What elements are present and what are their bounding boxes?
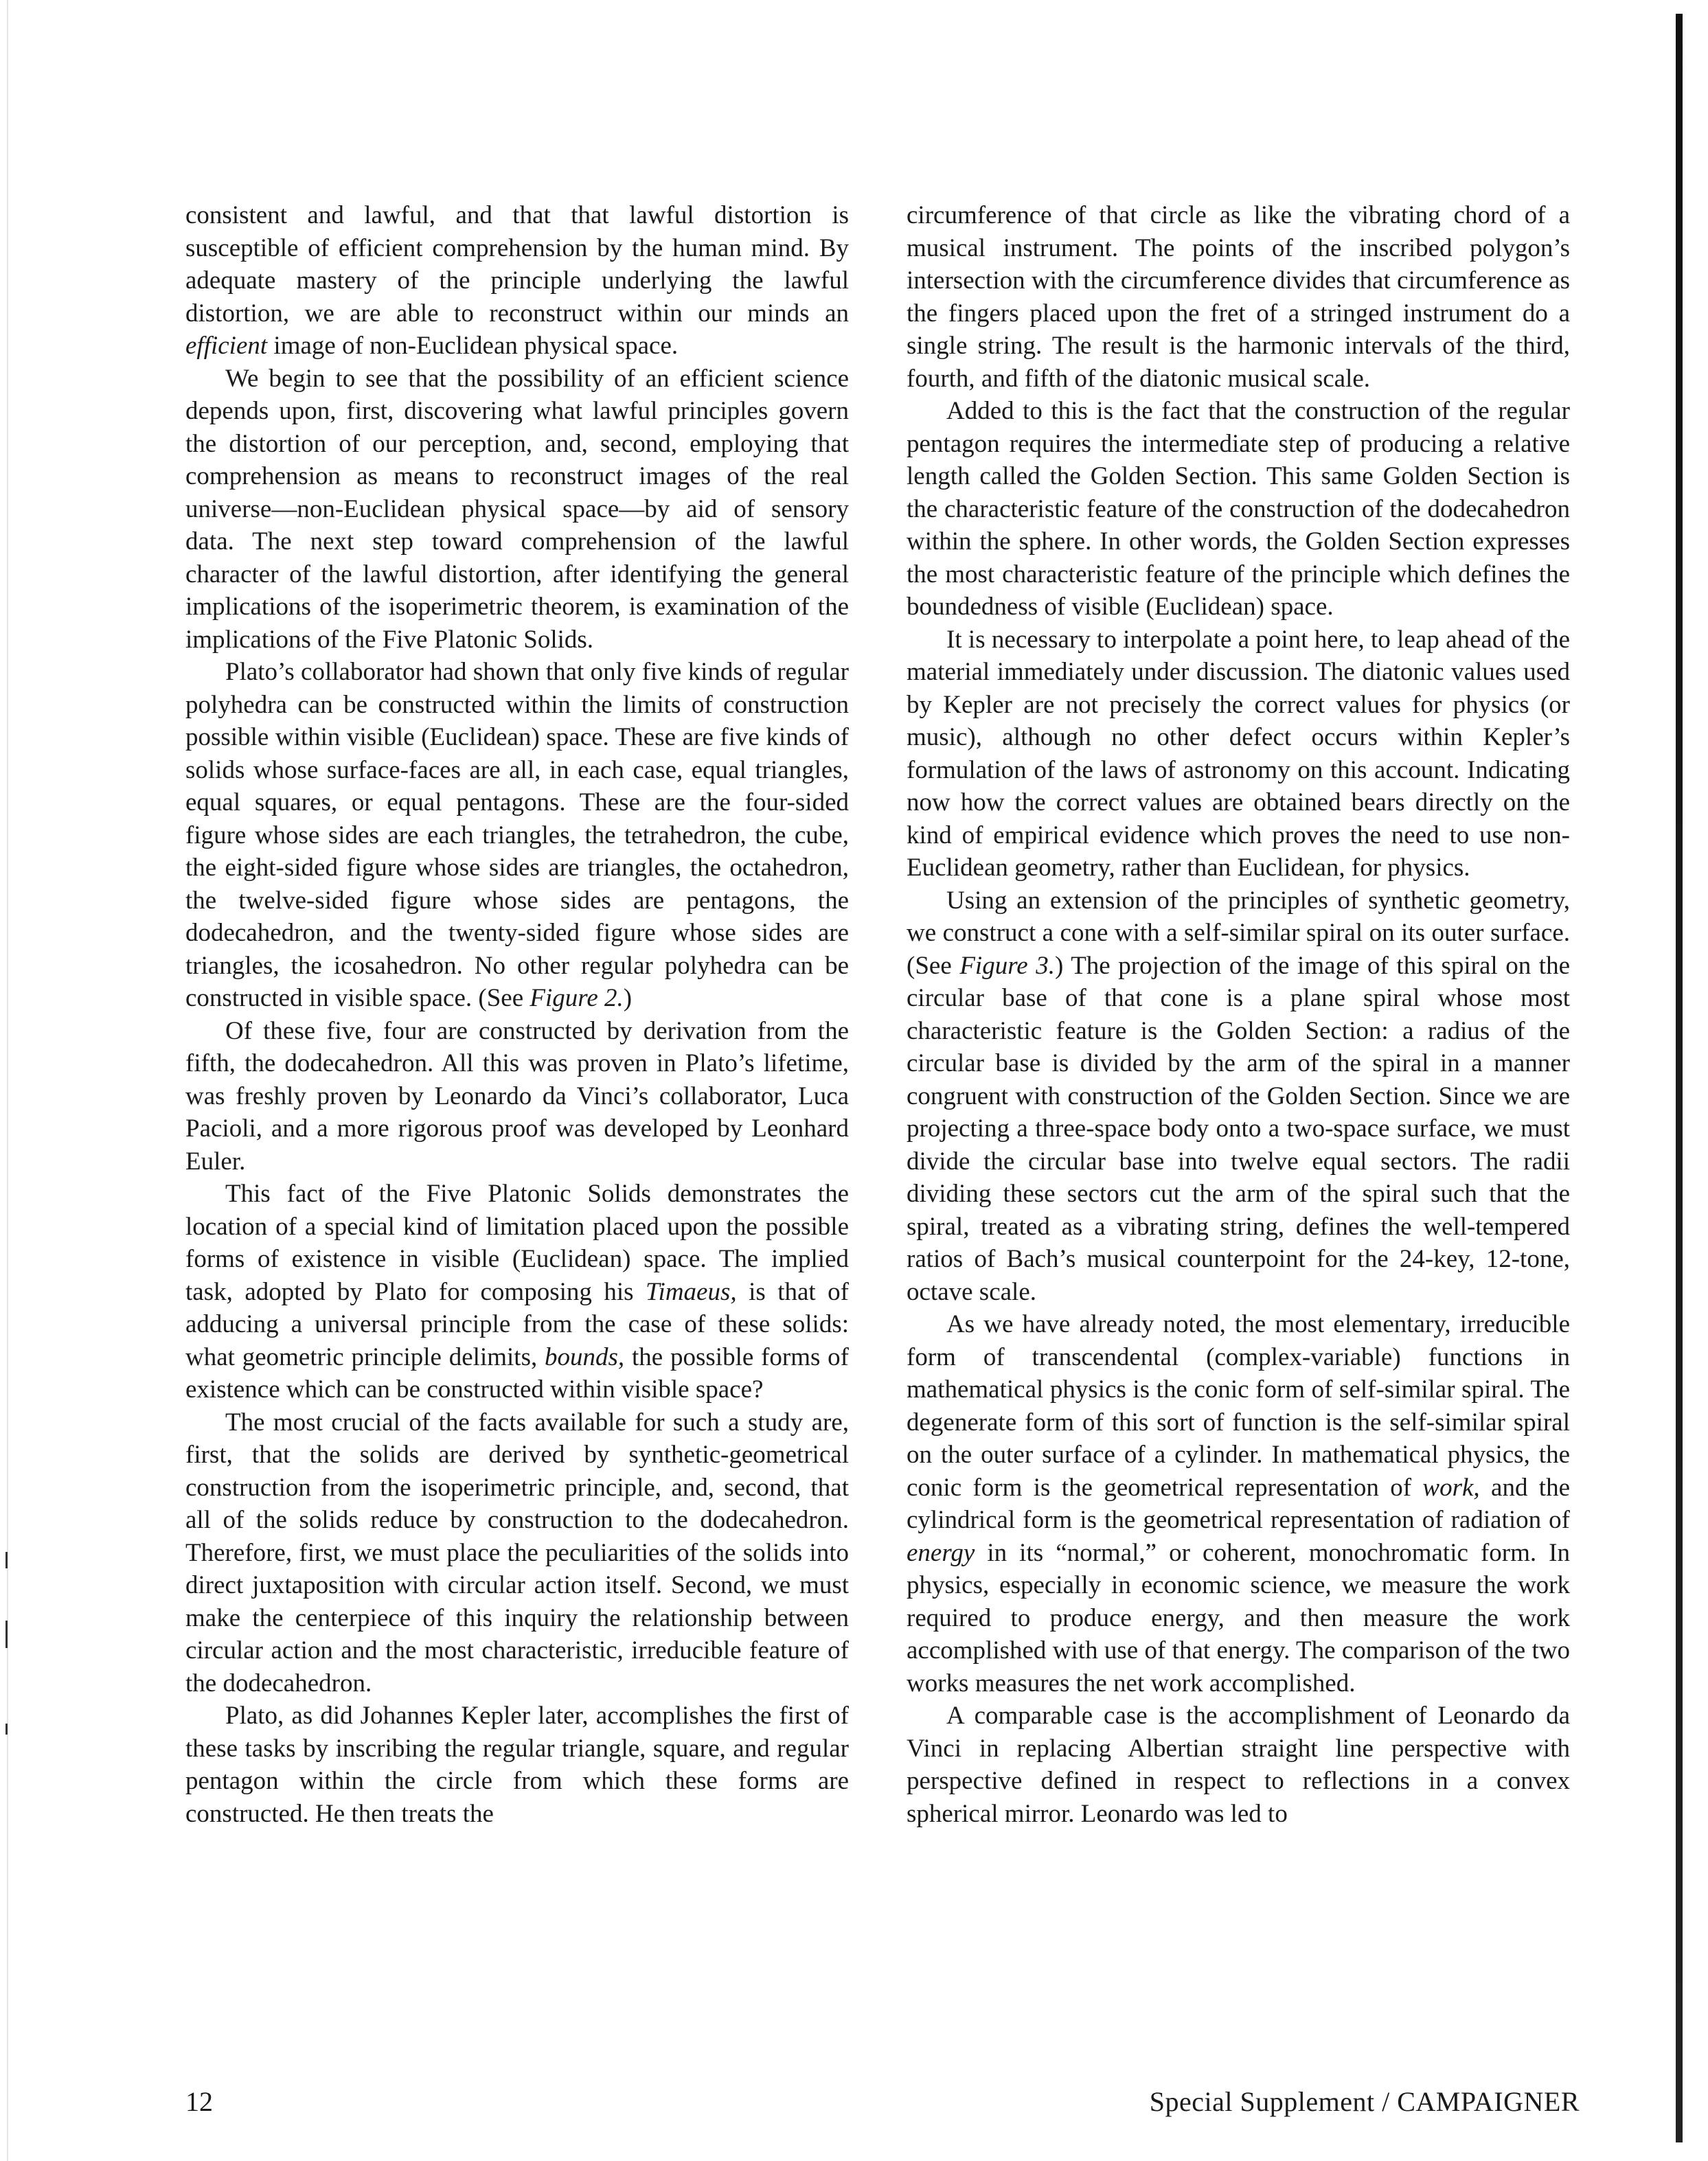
- scan-mark: [5, 1724, 8, 1735]
- paragraph: consistent and lawful, and that that lawful distortion is susceptible of efficient comprehension by the human mind. By adequate mastery of the principle underlying the lawful distortion, we are able to reconstruct within our minds an efficient image of non-Euclidean physical space.: [185, 201, 849, 360]
- right-column: [907, 199, 1570, 1830]
- figure-reference: Figure 3.: [959, 951, 1055, 980]
- figure-reference: Figure 2.: [530, 984, 624, 1012]
- paragraph: circumference of that circle as like the vibrating chord of a musical instrument. The points of the inscribed polygon’s intersection with the circumference divides that circumference as the fingers placed upon the fret of a stringed instrument do a single string. The result is the harmonic intervals of the third, fourth, and fifth of the diatonic musical scale.: [907, 201, 1570, 393]
- paragraph: Added to this is the fact that the construction of the regular pentagon requires the intermediate step of producing a relative length called the Golden Section. This same Golden Section is the characteristic feature of the construction of the dodecahedron within the sphere. In other words, the Golden Section expresses the most characteristic feature of the principle which defines the boundedness of visible (Euclidean) space.: [907, 397, 1570, 621]
- paragraph: Of these five, four are constructed by derivation from the fifth, the dodecahedron. All this was proven in Plato’s lifetime, was freshly proven by Leonardo da Vinci’s collaborator, Luca Pacioli, and a more rigorous proof was developed by Leonhard Euler.: [185, 1016, 849, 1176]
- scan-left-edge: [7, 0, 8, 2161]
- paragraph: This fact of the Five Platonic Solids demonstrates the location of a special kind of limitation placed upon the possible forms of existence in visible (Euclidean) space. The implied task, adopted by Plato for composing his Timaeus, is that of adducing a universal principle from the case of these solids: what geometric principle delimits, bounds, the possible forms of existence which can be constructed within visible space?: [185, 1180, 850, 1404]
- running-footer: Special Supplement / CAMPAIGNER: [1149, 2086, 1580, 2117]
- scan-mark: [5, 1552, 8, 1568]
- paragraph: As we have already noted, the most elementary, irreducible form of transcendental (complex-variable) functions in mathematical physics is the conic form of self-similar spiral. The degenerate form of this sort of function is the self-similar spiral on the outer surface of a cylinder. In mathematical physics, the conic form is the geometrical representation of work, and the cylindrical form is the geometrical representation of radiation of energy in its “normal,” or coherent, monochromatic form. In physics, especially in economic science, we measure the work required to produce energy, and then measure the work accomplished with use of that energy. The comparison of the two works measures the net work accomplished.: [907, 1310, 1571, 1697]
- left-column: [185, 199, 849, 1830]
- paragraph: Plato, as did Johannes Kepler later, accomplishes the first of these tasks by inscribing the regular triangle, square, and regular pentagon within the circle from which these forms are constructed. He then treats the: [185, 1702, 849, 1828]
- scan-mark: [5, 1621, 8, 1648]
- scan-right-edge: [1676, 14, 1683, 2142]
- paragraph: A comparable case is the accomplishment of Leonardo da Vinci in replacing Albertian straight line perspective with perspective defined in respect to reflections in a convex spherical mirror. Leonardo was led to: [907, 1702, 1570, 1828]
- paragraph: Using an extension of the principles of synthetic geometry, we construct a cone with a self-similar spiral on its outer surface. (See Figure 3.) The projection of the image of this spiral on the circular base of that cone is a plane spiral whose most characteristic feature is the Golden Section: a radius of the circular base is divided by the arm of the spiral in a manner congruent with construction of the Golden Section. Since we are projecting a three-space body onto a two-space surface, we must divide the circular base into twelve equal sectors. The radii dividing these sectors cut the arm of the spiral such that the spiral, treated as a vibrating string, defines the well-tempered ratios of Bach’s musical counterpoint for the 24-key, 12-tone, octave scale.: [907, 886, 1570, 1306]
- paragraph: The most crucial of the facts available for such a study are, first, that the solids are derived by synthetic-geometrical construction from the isoperimetric principle, and, second, that all of the solids reduce by construction to the dodecahedron. Therefore, first, we must place the peculiarities of the solids into direct juxtaposition with circular action itself. Second, we must make the centerpiece of this inquiry the relationship between circular action and the most characteristic, irreducible feature of the dodecahedron.: [185, 1408, 849, 1697]
- paragraph: Plato’s collaborator had shown that only five kinds of regular polyhedra can be constructed within the limits of construction possible within visible (Euclidean) space. These are five kinds of solids whose surface-faces are all, in each case, equal triangles, equal squares, or equal pentagons. These are the four-sided figure whose sides are each triangles, the tetrahedron, the cube, the eight-sided figure whose sides are triangles, the octahedron, the twelve-sided figure whose sides are pentagons, the dodecahedron, and the twenty-sided figure whose sides are triangles, the icosahedron. No other regular polyhedra can be constructed in visible space. (See Figure 2.): [185, 658, 849, 1012]
- paragraph: We begin to see that the possibility of an efficient science depends upon, first, discovering what lawful principles govern the distortion of our perception, and, second, employing that comprehension as means to reconstruct images of the real universe—non-Euclidean physical space—by aid of sensory data. The next step toward comprehension of the lawful character of the lawful distortion, after identifying the general implications of the isoperimetric theorem, is examination of the implications of the Five Platonic Solids.: [185, 364, 849, 654]
- paragraph: It is necessary to interpolate a point here, to leap ahead of the material immediately under discussion. The diatonic values used by Kepler are not precisely the correct values for physics (or music), although no other defect occurs within Kepler’s formulation of the laws of astronomy on this account. Indicating now how the correct values are obtained bears directly on the kind of empirical evidence which proves the need to use non-Euclidean geometry, rather than Euclidean, for physics.: [907, 625, 1570, 882]
- page-number: 12: [185, 2086, 213, 2117]
